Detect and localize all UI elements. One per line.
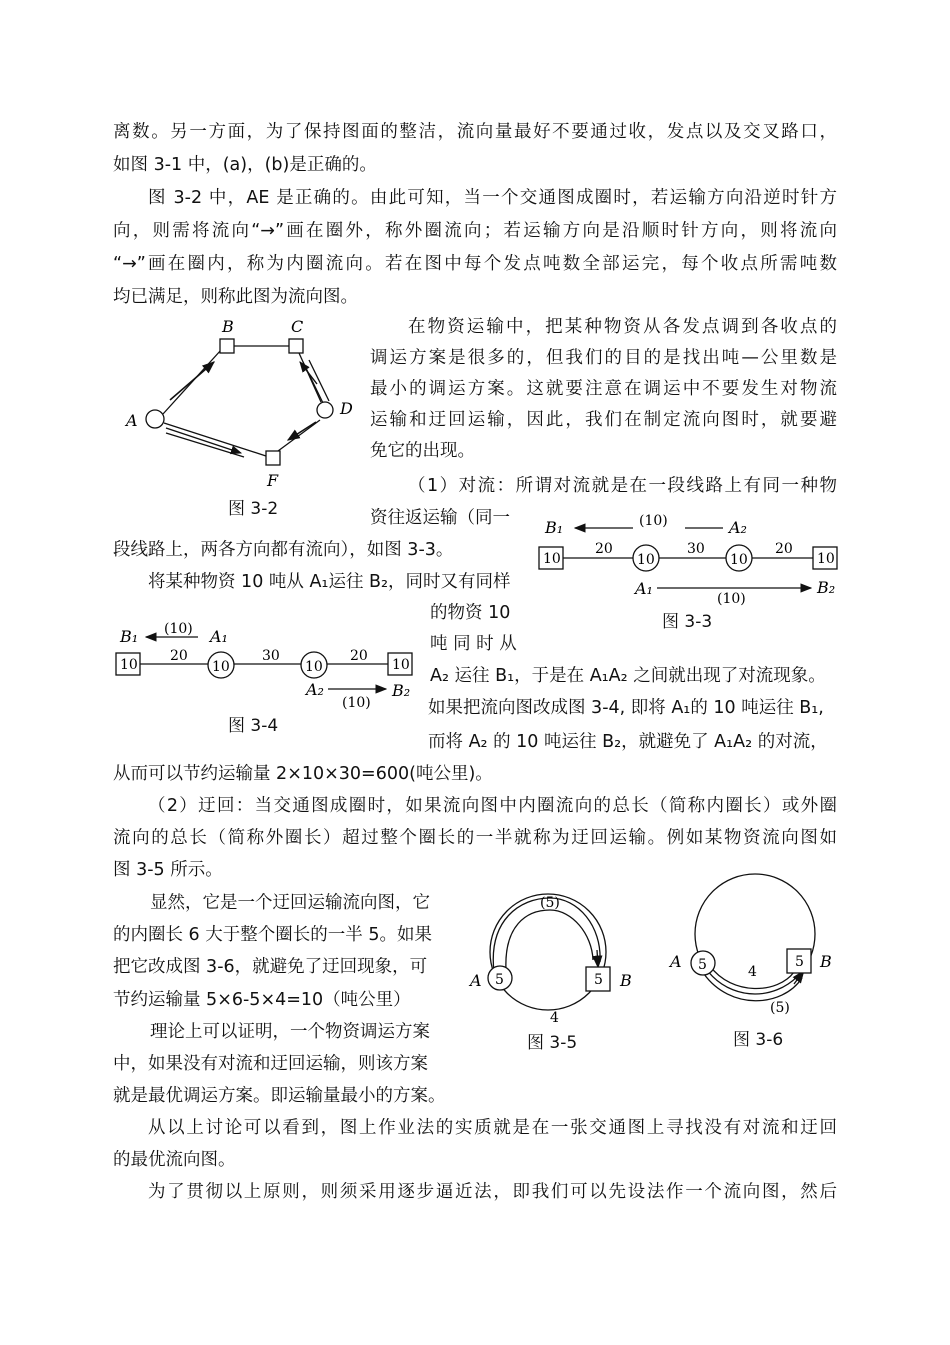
paragraph-line: 最小的调运方案。这就要注意在调运中不要发生对物流: [370, 379, 837, 399]
node-label-b: B: [222, 317, 234, 336]
paragraph-line: 节约运输量 5×6-5×4=10（吨公里）: [113, 990, 411, 1010]
paragraph-line: （1）对流：所谓对流就是在一段线路上有同一种物: [408, 476, 837, 496]
figure-caption: 图 3-3: [662, 612, 713, 632]
distance-label: 4: [748, 964, 757, 980]
paragraph-line: 的物资 10: [430, 603, 511, 623]
label-a2: A₂: [729, 518, 747, 537]
paragraph-line: 向，则需将流向“→”画在圈外，称外圈流向；若运输方向是沿顺时针方向，则将流向: [113, 221, 837, 241]
node-label-c: C: [291, 317, 304, 336]
flow-label: (5): [770, 1000, 790, 1016]
figure-caption: 图 3-6: [733, 1030, 784, 1050]
distance-label: 20: [775, 541, 793, 557]
figure-caption: 图 3-4: [228, 716, 279, 736]
node-value: 5: [594, 972, 603, 988]
paragraph-line: 而将 A₂ 的 10 吨运往 B₂，就避免了 A₁A₂ 的对流，: [428, 732, 828, 752]
distance-label: 30: [687, 541, 705, 557]
figure-3-6: [660, 870, 840, 1020]
figure-3-2: [110, 310, 370, 500]
label-b1: B₁: [545, 518, 564, 537]
paragraph-line: 调运方案是很多的，但我们的目的是找出吨—公里数是: [370, 348, 837, 368]
label-a2: A₂: [306, 680, 324, 699]
node-value: 10: [212, 659, 230, 675]
flow-label: (10): [164, 621, 193, 637]
distance-label: 30: [262, 648, 280, 664]
paragraph-line: 就是最优调运方案。即运输量最小的方案。: [113, 1086, 446, 1106]
node-value: 10: [305, 659, 323, 675]
node-label-b: B: [820, 952, 832, 971]
paragraph-line: 图 3-5 所示。: [113, 860, 223, 880]
node-label-a: A: [126, 411, 138, 430]
figure-3-3: [535, 505, 845, 605]
node-value: 10: [817, 551, 835, 567]
paragraph-line: 运输和迂回运输，因此，我们在制定流向图时，就要避: [370, 410, 837, 430]
flow-label: (10): [717, 591, 746, 607]
paragraph-line: 将某种物资 10 吨从 A₁运往 B₂，同时又有同样: [148, 572, 511, 592]
paragraph-line: 把它改成图 3-6，就避免了迂回现象，可: [113, 957, 428, 977]
node-value: 10: [730, 552, 748, 568]
node-label-a: A: [670, 952, 682, 971]
flow-label: (5): [540, 895, 560, 911]
figure-3-4: [110, 615, 420, 715]
label-b1: B₁: [120, 627, 139, 646]
paragraph-line: 均已满足，则称此图为流向图。: [113, 287, 358, 307]
figure-caption: 图 3-5: [527, 1033, 578, 1053]
node-value: 5: [495, 972, 504, 988]
label-a1: A₁: [210, 627, 228, 646]
node-value: 5: [698, 957, 707, 973]
paragraph-line: 离数。另一方面，为了保持图面的整洁，流向量最好不要通过收，发点以及交叉路口，: [113, 122, 837, 142]
label-b2: B₂: [392, 681, 411, 700]
label-a1: A₁: [635, 579, 653, 598]
node-label-f: F: [267, 471, 279, 490]
figure-3-5: [460, 880, 640, 1030]
node-value: 5: [795, 954, 804, 970]
paragraph-line: 的内圈长 6 大于整个圈长的一半 5。如果: [113, 925, 432, 945]
paragraph-line: 从以上讨论可以看到，图上作业法的实质就是在一张交通图上寻找没有对流和迂回: [148, 1118, 837, 1138]
paragraph-line: 中，如果没有对流和迂回运输，则该方案: [113, 1054, 428, 1074]
node-label-a: A: [470, 971, 482, 990]
paragraph-line: 理论上可以证明，一个物资调运方案: [150, 1022, 430, 1042]
paragraph-line: 如果把流向图改成图 3-4, 即将 A₁的 10 吨运往 B₁,: [428, 698, 824, 718]
paragraph-line: A₂ 运往 B₁，于是在 A₁A₂ 之间就出现了对流现象。: [430, 666, 826, 686]
node-value: 10: [637, 552, 655, 568]
flow-label: (10): [639, 513, 668, 529]
node-value: 10: [120, 657, 138, 673]
paragraph-line: 在物资运输中，把某种物资从各发点调到各收点的: [408, 317, 837, 337]
distance-label: 20: [350, 648, 368, 664]
paragraph-line: 资往返运输（同一: [370, 508, 510, 528]
paragraph-line: 如图 3-1 中，(a)，(b)是正确的。: [113, 155, 377, 175]
distance-label: 4: [550, 1010, 559, 1026]
paragraph-line: 的最优流向图。: [113, 1150, 236, 1170]
node-value: 10: [392, 657, 410, 673]
label-b2: B₂: [817, 578, 836, 597]
paragraph-line: 段线路上，两各方向都有流向），如图 3-3。: [113, 540, 454, 560]
paragraph-line: 从而可以节约运输量 2×10×30=600(吨公里)。: [113, 764, 493, 784]
paragraph-line: 为了贯彻以上原则，则须采用逐步逼近法，即我们可以先设法作一个流向图，然后: [148, 1182, 837, 1202]
paragraph-line: 免它的出现。: [370, 441, 475, 461]
node-value: 10: [543, 551, 561, 567]
paragraph-line: 显然，它是一个迂回运输流向图，它: [150, 893, 430, 913]
paragraph-line: “→”画在圈内，称为内圈流向。若在图中每个发点吨数全部运完，每个收点所需吨数: [113, 254, 837, 274]
distance-label: 20: [170, 648, 188, 664]
node-label-d: D: [340, 399, 353, 418]
paragraph-line: 图 3-2 中，AE 是正确的。由此可知，当一个交通图成圈时，若运输方向沿逆时针方: [148, 188, 837, 208]
distance-label: 20: [595, 541, 613, 557]
node-label-b: B: [620, 971, 632, 990]
paragraph-line: 流向的总长（简称外圈长）超过整个圈长的一半就称为迂回运输。例如某物资流向图如: [113, 828, 837, 848]
flow-label: (10): [342, 695, 371, 711]
figure-caption: 图 3-2: [228, 499, 279, 519]
paragraph-line: 吨 同 时 从: [430, 634, 517, 654]
paragraph-line: （2）迂回：当交通图成圈时，如果流向图中内圈流向的总长（简称内圈长）或外圈: [148, 796, 837, 816]
